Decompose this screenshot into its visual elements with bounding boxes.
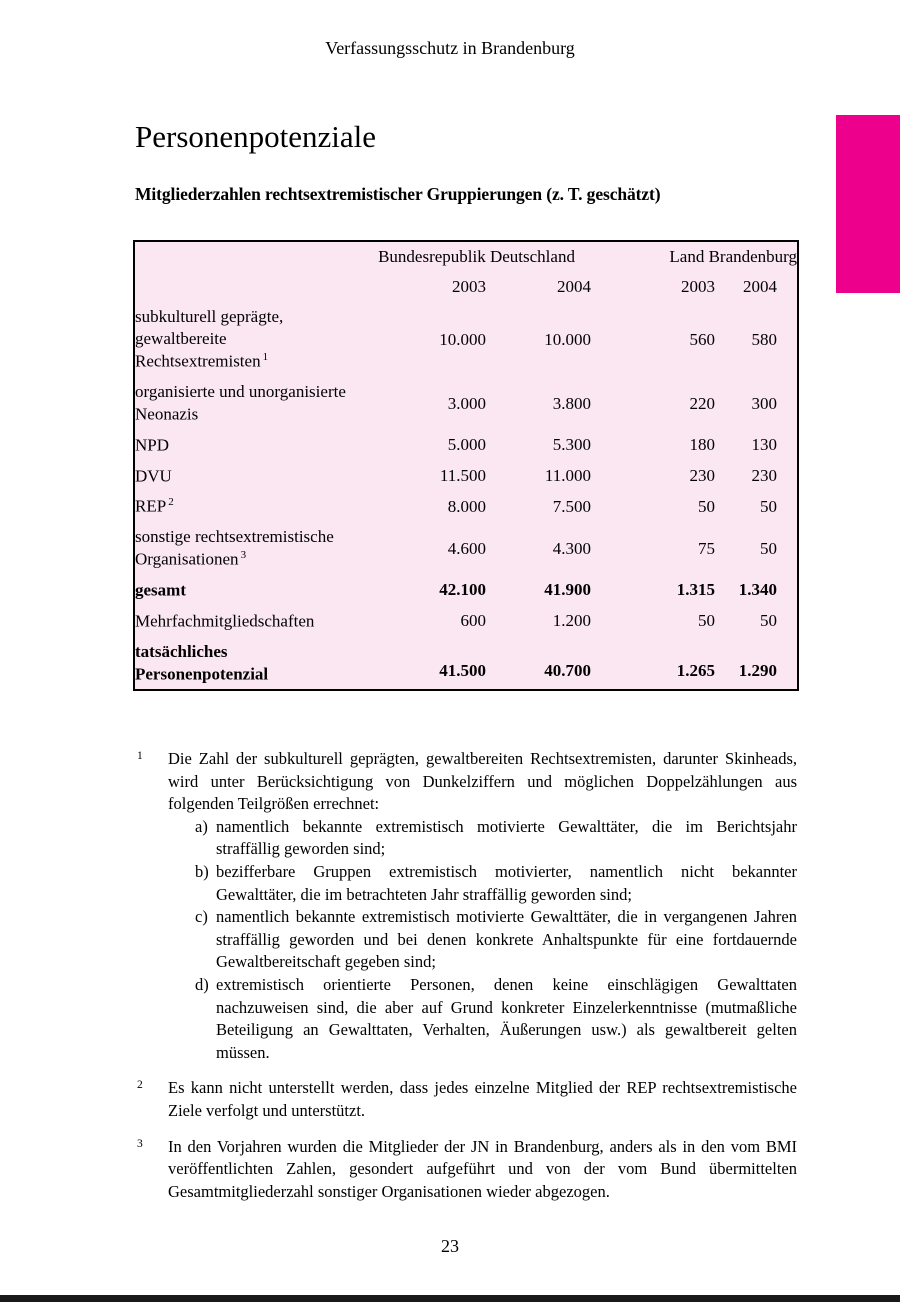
value-cell: 8.000 [447,496,486,516]
footnotes [135,748,797,1216]
item-mark: d) [195,974,209,994]
footnote-item-d [195,974,797,1064]
item-text: extremistisch orientierte Personen, denen keine einschlägigen Gewalttaten nachzuweisen sind, die aber auf Grund konkreter Einzelerkenntnisse (mutmaßliche Beteiligung an Gewalttaten, Verhalten, Äußerungen usw.) als gewaltbereit gelten müssen. [216,974,797,1062]
chapter-tab [836,115,900,293]
col-group-bundesrepublik: Bundesrepublik Deutschland [378,247,575,266]
row-label: subkulturell geprägte, gewaltbereite Rechtsextremisten $^1$ [135,307,284,372]
footnote-ref: 1 [262,351,269,364]
value-cell: 11.000 [544,466,592,486]
bottom-edge-bar [0,1295,900,1302]
row-label: sonstige rechtsextremistische Organisationen $^3$ [135,527,334,569]
item-text: namentlich bekannte extremistisch motivierte Gewalttäter, die im Berichtsjahr straffällig geworden sind; [216,816,797,859]
footnote-ref: 3 [240,549,247,562]
running-header: Verfassungsschutz in Brandenburg [325,38,575,58]
row-label: REP $^2$ [135,496,174,517]
value-cell: 42.100 [439,580,486,600]
value-cell: 50 [698,611,716,631]
value-cell: 3.000 [447,393,486,413]
value-cell: 10.000 [439,329,486,349]
table-group-header-row [134,241,798,272]
value-cell: 600 [460,611,486,631]
footnote-item-a [195,816,797,861]
page-title: Personenpotenziale [135,119,377,154]
value-cell: 50 [760,611,778,631]
year-header: 2004 [743,277,778,297]
footnote-text: In den Vorjahren wurden die Mitglieder der JN in Brandenburg, anders als in den vom BMI veröffentlichten Zahlen, gesondert aufgeführt und von der vom Bund übermittelten Gesamtmitgliederzahl sonstiger Organisationen wieder abgezogen. [168,1136,797,1201]
footnote-number: 3 [137,1137,143,1150]
table-row [134,522,798,575]
page-number: 23 [441,1236,459,1256]
value-cell: 1.200 [552,611,592,631]
item-mark: b) [195,861,209,881]
value-cell: 7.500 [552,496,592,516]
section-subtitle: Mitgliederzahlen rechtsextremistischer Gruppierungen (z. T. geschätzt) [135,184,661,204]
row-label: gesamt [135,580,186,600]
table-row [134,377,798,430]
row-label: organisierte und unorganisierte Neonazis [135,382,346,424]
table-row [134,491,798,522]
footnote-number: 1 [137,750,143,762]
year-header: 2003 [452,277,486,297]
value-cell: 50 [760,538,778,558]
row-label: NPD [135,435,170,455]
value-cell: 5.000 [447,435,486,455]
table-row-actual-total [134,637,798,691]
value-cell: 3.800 [552,393,592,413]
year-header: 2004 [557,277,592,297]
table-row [134,461,798,492]
footnote-ref: 2 [168,496,174,509]
row-label: tatsächliches Personenpotenzial [135,641,269,684]
value-cell: 5.300 [552,435,592,455]
footnote-text: Es kann nicht unterstellt werden, dass jedes einzelne Mitglied der REP rechtsextremistische Ziele verfolgt und unterstützt. [168,1078,797,1120]
value-cell: 11.500 [439,466,486,486]
footnote-1 [135,748,797,1064]
value-cell: 560 [689,329,716,349]
value-cell: 580 [751,329,778,349]
value-cell: 220 [689,393,716,413]
table-row-total [134,575,798,606]
value-cell: 130 [751,435,778,455]
row-label: Mehrfachmitgliedschaften [135,611,315,631]
value-cell: 50 [760,496,778,516]
item-mark: a) [195,816,208,836]
year-header: 2003 [681,277,716,297]
value-cell: 1.290 [738,661,778,681]
value-cell: 1.340 [738,580,778,600]
table-row [134,430,798,461]
value-cell: 50 [698,496,716,516]
table-year-header-row [134,272,798,302]
value-cell: 230 [689,466,716,486]
value-cell: 41.500 [439,661,486,681]
value-cell: 4.600 [447,538,486,558]
value-cell: 1.315 [676,580,716,600]
value-cell: 40.700 [544,661,592,681]
value-cell: 230 [751,466,778,486]
footnote-item-c [195,906,797,974]
item-mark: c) [195,907,208,927]
col-group-brandenburg: Land Brandenburg [669,247,798,266]
footnote-text: Die Zahl der subkulturell geprägten, gewaltbereiten Rechtsextremisten, darunter Skinheads, wird unter Berücksichtigung von Dunkelziffern und möglichen Doppelzählungen aus folgenden Teilgrößen errechnet: [168,749,797,814]
value-cell: 300 [751,393,778,413]
value-cell: 4.300 [552,538,592,558]
footnote-3 [135,1136,797,1204]
footnote-2 [135,1077,797,1122]
value-cell: 180 [689,435,716,455]
value-cell: 75 [698,538,716,558]
table-row [134,302,798,377]
table-row [134,606,798,637]
membership-table [133,240,799,691]
value-cell: 1.265 [676,661,716,681]
footnote-item-b [195,861,797,906]
footnote-number: 2 [137,1079,143,1092]
row-label: DVU [135,466,172,486]
value-cell: 10.000 [544,329,592,349]
item-text: namentlich bekannte extremistisch motivierte Gewalttäter, die in vergangenen Jahren straffällig geworden und bei denen konkrete Anhaltspunkte für eine fortdauernde Gewaltbereitschaft gegeben sind; [216,907,797,972]
item-text: bezifferbare Gruppen extremistisch motivierter, namentlich nicht bekannter Gewalttäter, die im betrachteten Jahr straffällig geworden sind; [216,861,797,904]
membership-table-wrap [133,240,799,691]
value-cell: 41.900 [544,580,592,600]
